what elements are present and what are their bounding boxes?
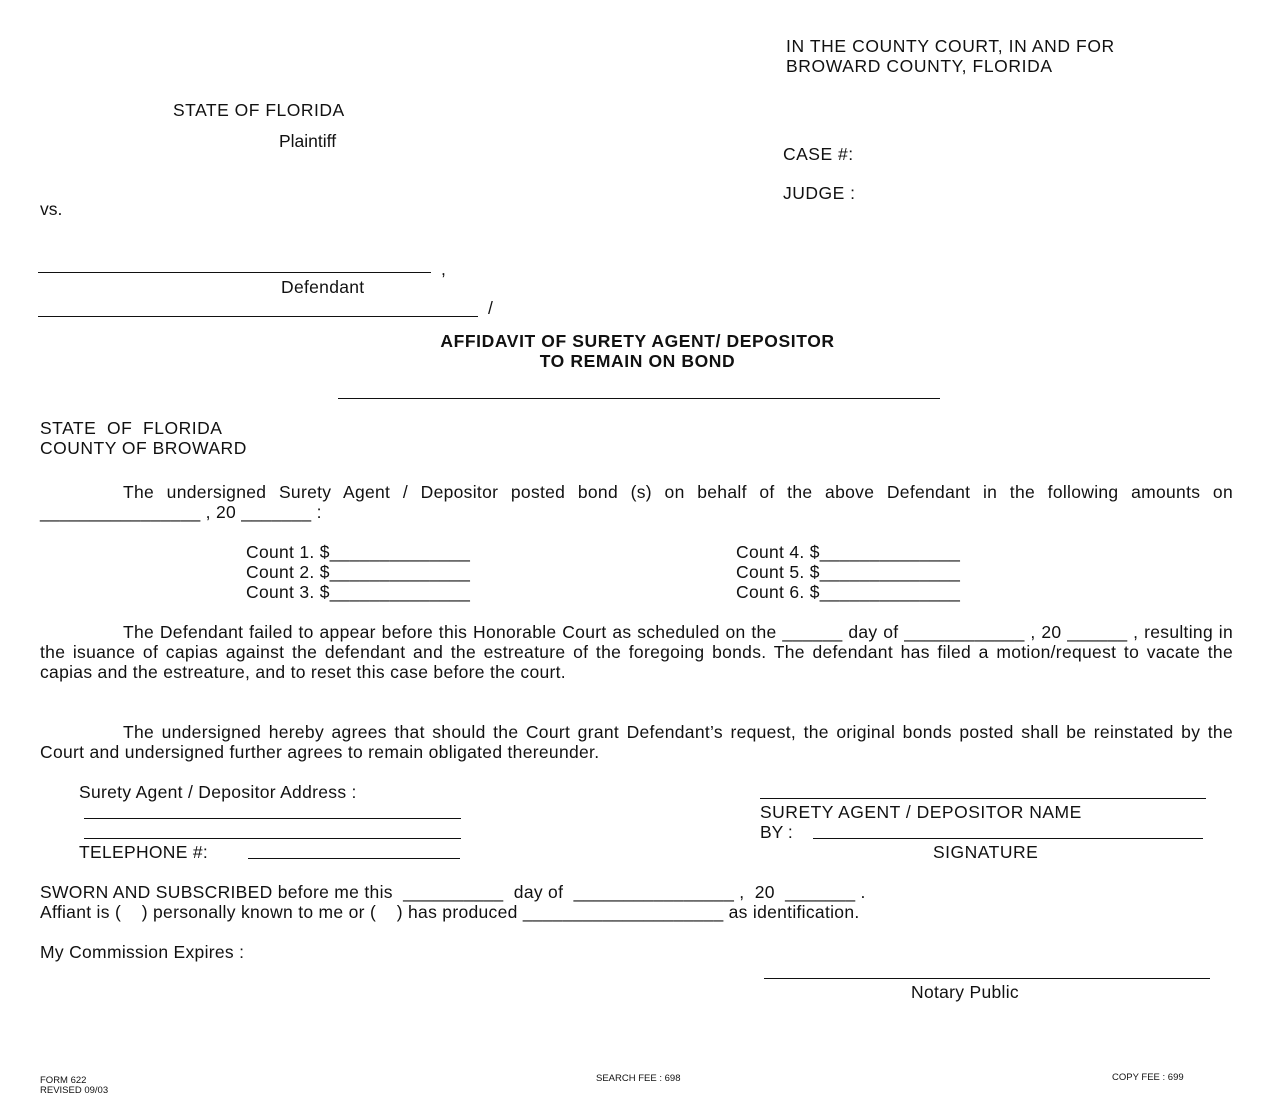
count-3: Count 3. $______________: [246, 582, 471, 602]
depositor-name-line: [760, 798, 1206, 799]
plaintiff-state: STATE OF FLORIDA: [173, 100, 345, 120]
count-4: Count 4. $______________: [736, 542, 961, 562]
versus-label: vs.: [40, 199, 63, 219]
agreement-text: The undersigned hereby agrees that should the Court grant Defendant’s request, the original bonds posted shall be reinstated by the Court and undersigned further agrees to remain obligated thereunder.: [40, 722, 1233, 762]
case-number-label: CASE #:: [783, 144, 854, 164]
document-title-line-1: AFFIDAVIT OF SURETY AGENT/ DEPOSITOR: [440, 331, 835, 351]
judge-label: JUDGE :: [783, 183, 856, 203]
notary-public-label: Notary Public: [911, 982, 1019, 1002]
court-line-2: BROWARD COUNTY, FLORIDA: [786, 56, 1053, 76]
count-6: Count 6. $______________: [736, 582, 961, 602]
failure-to-appear-paragraph: [40, 622, 1233, 682]
revised-date: REVISED 09/03: [40, 1085, 109, 1096]
search-fee: SEARCH FEE : 698: [596, 1073, 681, 1084]
form-number: FORM 622: [40, 1075, 87, 1086]
bond-posting-paragraph: [40, 482, 1233, 522]
plaintiff-label: Plaintiff: [279, 131, 337, 151]
address-line-1: [84, 818, 461, 819]
venue-county: COUNTY OF BROWARD: [40, 438, 247, 458]
count-2: Count 2. $______________: [246, 562, 471, 582]
by-label: BY :: [760, 822, 793, 842]
defendant-comma: ,: [441, 259, 446, 279]
caption-slash: /: [488, 298, 493, 318]
signature-label: SIGNATURE: [933, 842, 1039, 862]
signature-line: [813, 838, 1203, 839]
count-1: Count 1. $______________: [246, 542, 471, 562]
affiant-line: Affiant is ( ) personally known to me or ( ) has produced ____________________ as identification.: [40, 902, 860, 922]
address-line-2: [84, 838, 461, 839]
bond-posting-text: The undersigned Surety Agent / Depositor posted bond (s) on behalf of the above Defendant in the following amounts on ________________ , 20 _______ :: [40, 482, 1233, 522]
failure-to-appear-text: The Defendant failed to appear before this Honorable Court as scheduled on the ______ day of ____________ , 20 ______ , resulting in the isuance of capias against the defendant and the estreature of the foregoing bonds. The defendant has filed a motion/request to vacate the capias and the estreature, and to reset this case before the court.: [40, 622, 1233, 682]
defendant-name-line: [38, 272, 431, 273]
agreement-paragraph: [40, 722, 1233, 762]
telephone-label: TELEPHONE #:: [79, 842, 209, 862]
venue-state: STATE OF FLORIDA: [40, 418, 223, 438]
court-line-1: IN THE COUNTY COURT, IN AND FOR: [786, 36, 1115, 56]
depositor-name-label: SURETY AGENT / DEPOSITOR NAME: [760, 802, 1082, 822]
defendant-label: Defendant: [281, 277, 365, 297]
telephone-line: [248, 858, 460, 859]
count-5: Count 5. $______________: [736, 562, 961, 582]
commission-expires-label: My Commission Expires :: [40, 942, 245, 962]
copy-fee: COPY FEE : 699: [1112, 1072, 1184, 1083]
document-title-line-2: TO REMAIN ON BOND: [539, 351, 736, 371]
sworn-line: SWORN AND SUBSCRIBED before me this __________ day of ________________ , 20 _______ .: [40, 882, 866, 902]
notary-signature-line: [764, 978, 1210, 979]
title-underline: [338, 398, 940, 399]
address-label: Surety Agent / Depositor Address :: [79, 782, 357, 802]
defendant-caption-line: [38, 316, 478, 317]
